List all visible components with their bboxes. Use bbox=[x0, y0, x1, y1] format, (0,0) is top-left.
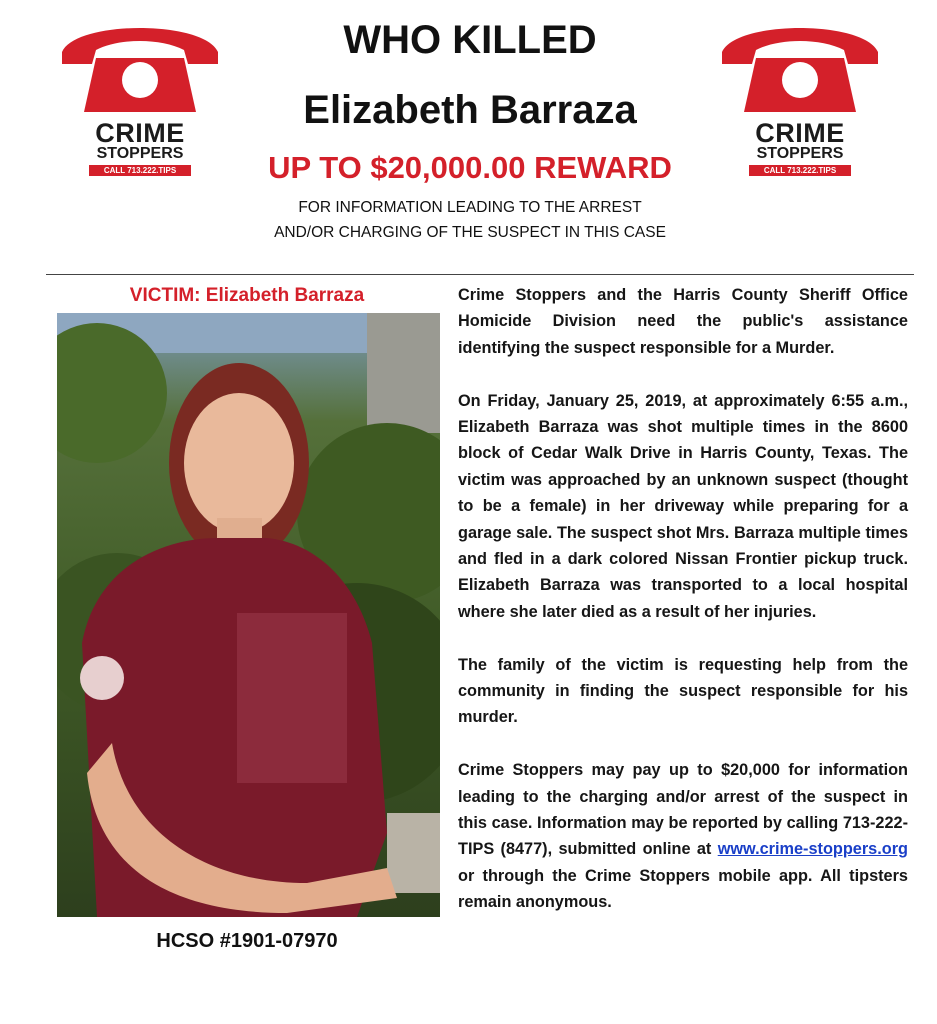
reward-subtitle-line2: AND/OR CHARGING OF THE SUSPECT IN THIS CASE bbox=[274, 224, 666, 241]
logo-phone-banner: CALL 713.222.TIPS bbox=[749, 165, 851, 176]
reward-text-part1: Crime Stoppers may pay up to $20,000 for information leading to the charging and/or arrest of the suspect in this case. Information may be reported by calling 713-222-TIPS (8477), submitted online at bbox=[458, 761, 908, 859]
paragraph-incident: On Friday, January 25, 2019, at approximately 6:55 a.m., Elizabeth Barraza was shot multiple times in the 8600 block of Cedar Walk Drive in Harris County, Texas. The victim was approached by an unknown suspect (thought to be a female) in her driveway while preparing for a garage sale. The suspect shot Mrs. Barraza multiple times and fled in a dark colored Nissan Frontier pickup truck. Elizabeth Barraza was transported to a local hospital where she later died as a result of her injuries. bbox=[458, 391, 908, 621]
reward-subtitle-line1: FOR INFORMATION LEADING TO THE ARREST bbox=[298, 199, 642, 216]
case-description bbox=[458, 282, 908, 942]
logo-phone-banner: CALL 713.222.TIPS bbox=[89, 165, 191, 176]
logo-text-crime: CRIME bbox=[95, 118, 185, 148]
logo-text-crime: CRIME bbox=[755, 118, 845, 148]
victim-label: VICTIM: Elizabeth Barraza bbox=[129, 285, 365, 306]
telephone-icon bbox=[56, 14, 224, 124]
crime-stoppers-logo-right bbox=[716, 14, 884, 180]
victim-photo bbox=[57, 313, 440, 917]
paragraph-family: The family of the victim is requesting help from the community in finding the suspect responsible for his murder. bbox=[458, 655, 908, 727]
reward-heading: UP TO $20,000.00 REWARD bbox=[268, 150, 672, 185]
page-title: WHO KILLED bbox=[343, 18, 597, 62]
paragraph-reward bbox=[458, 757, 908, 915]
divider bbox=[46, 274, 914, 275]
case-number: HCSO #1901-07970 bbox=[156, 930, 338, 952]
logo-text-stoppers: STOPPERS bbox=[756, 145, 844, 162]
victim-name-title: Elizabeth Barraza bbox=[303, 88, 637, 132]
paragraph-intro: Crime Stoppers and the Harris County Sheriff Office Homicide Division need the public's assistance identifying the suspect responsible for a Murder. bbox=[458, 286, 908, 357]
telephone-icon bbox=[716, 14, 884, 124]
reward-text-part2: or through the Crime Stoppers mobile app. All tipsters remain anonymous. bbox=[458, 866, 908, 912]
victim-photo-illustration bbox=[57, 313, 440, 917]
website-link[interactable]: www.crime-stoppers.org bbox=[717, 840, 908, 859]
crime-stoppers-logo-left bbox=[56, 14, 224, 180]
logo-text-stoppers: STOPPERS bbox=[96, 145, 184, 162]
